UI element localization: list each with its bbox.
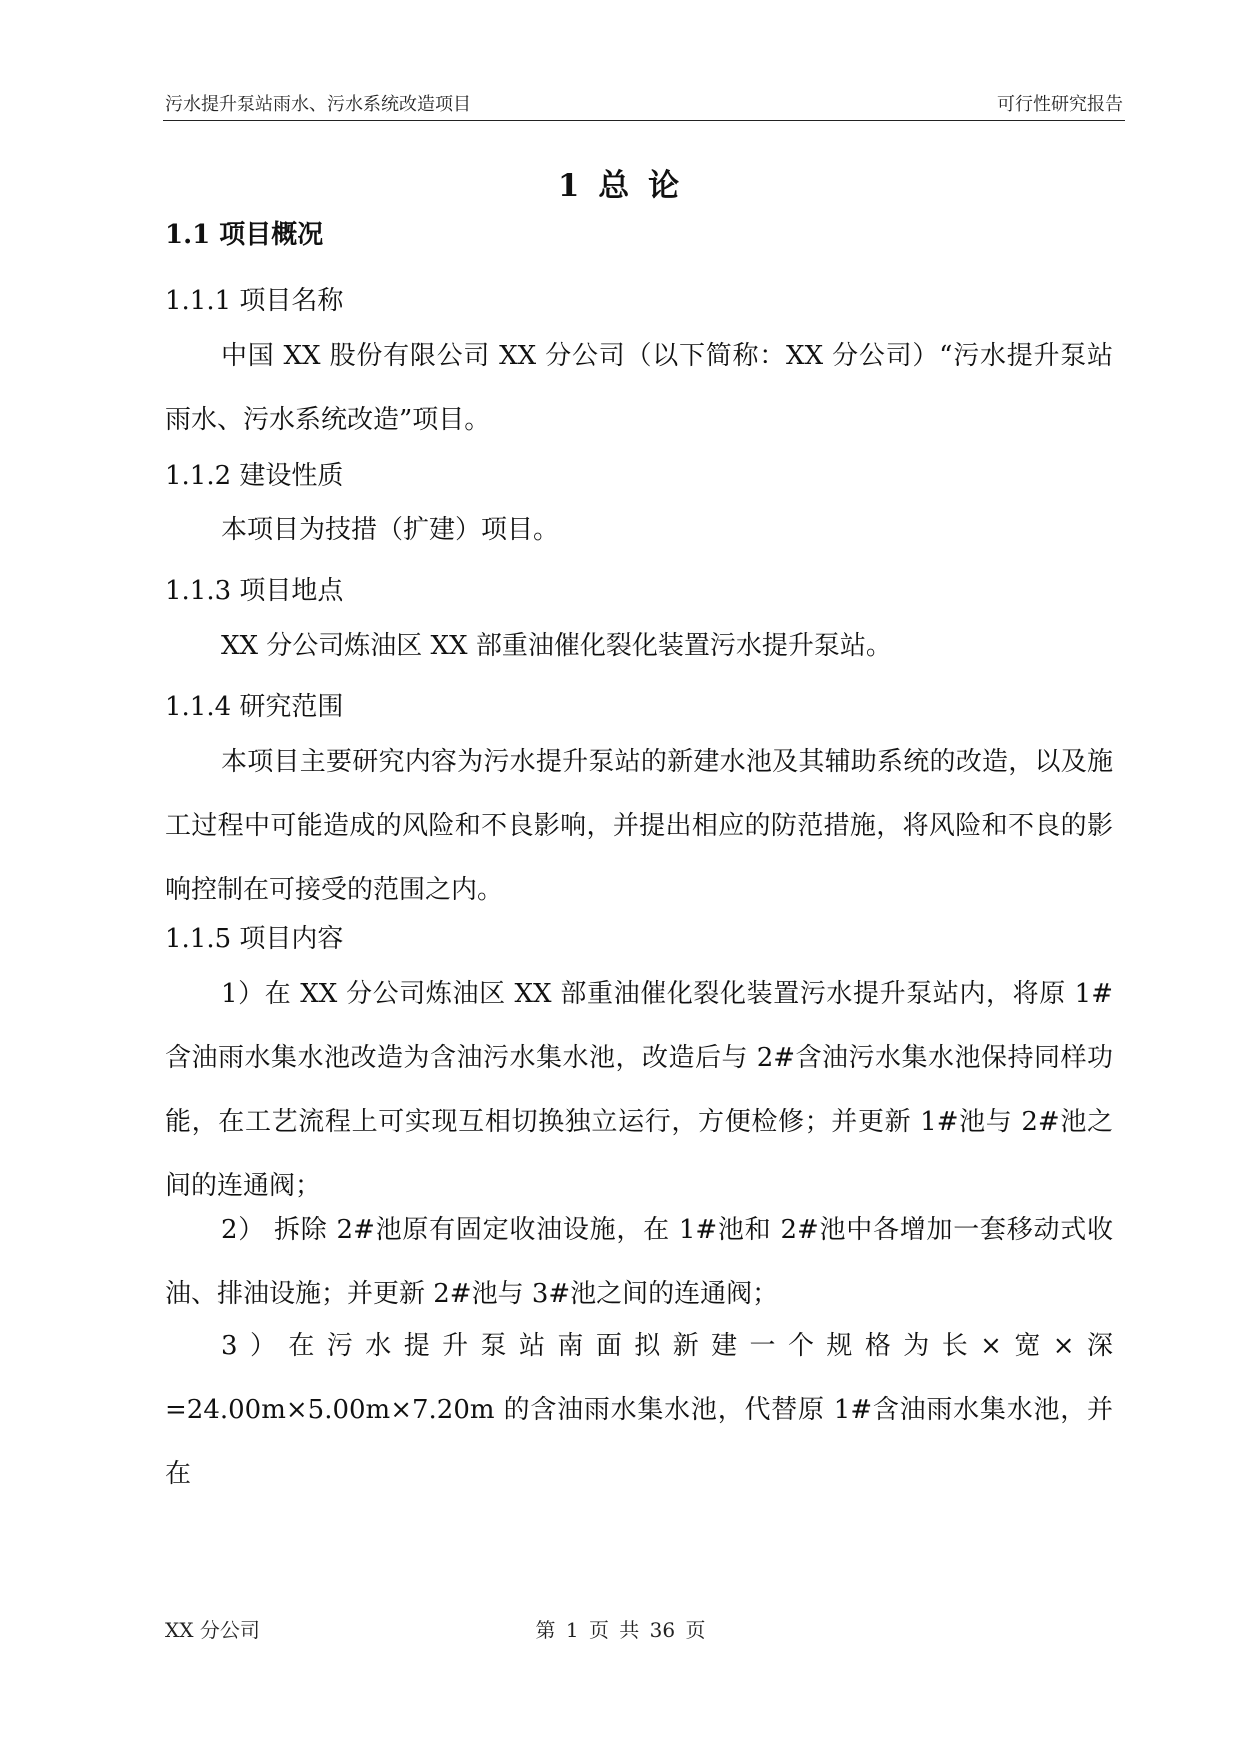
- section-heading-1-1: 1.1 项目概况: [165, 220, 324, 250]
- header-report-type: 可行性研究报告: [997, 94, 1123, 115]
- header-project-title: 污水提升泵站雨水、污水系统改造项目: [165, 94, 471, 115]
- paragraph-content-item-1: 1）在 XX 分公司炼油区 XX 部重油催化裂化装置污水提升泵站内，将原 1#含油雨水集水池改造为含油污水集水池，改造后与 2#含油污水集水池保持同样功能，在工艺流程上可实现互相切换独立运行，方便检修；并更新 1#池与 2#池之间的连通阀；: [165, 979, 1113, 1201]
- paragraph-content-item-3: 3）在污水提升泵站南面拟新建一个规格为长×宽×深=24.00m×5.00m×7.20m 的含油雨水集水池，代替原 1#含油雨水集水池，并在: [165, 1331, 1113, 1489]
- subsection-heading-1-1-3: 1.1.3 项目地点: [165, 576, 344, 606]
- paragraph-project-name: 中国 XX 股份有限公司 XX 分公司（以下简称：XX 分公司）“污水提升泵站雨水、污水系统改造”项目。: [165, 341, 1113, 435]
- subsection-heading-1-1-5: 1.1.5 项目内容: [165, 924, 344, 954]
- footer-page-number: 第 1 页 共 36 页: [535, 1618, 706, 1642]
- page-header: [163, 84, 1125, 121]
- paragraph-project-location: XX 分公司炼油区 XX 部重油催化裂化装置污水提升泵站。: [221, 631, 892, 661]
- paragraph-construction-nature: 本项目为技措（扩建）项目。: [221, 515, 560, 545]
- footer-company: XX 分公司: [165, 1618, 260, 1642]
- subsection-heading-1-1-4: 1.1.4 研究范围: [165, 692, 344, 722]
- subsection-heading-1-1-1: 1.1.1 项目名称: [165, 286, 344, 316]
- paragraph-research-scope: 本项目主要研究内容为污水提升泵站的新建水池及其辅助系统的改造，以及施工过程中可能造成的风险和不良影响，并提出相应的防范措施，将风险和不良的影响控制在可接受的范围之内。: [165, 747, 1113, 905]
- paragraph-content-item-2: 2） 拆除 2#池原有固定收油设施，在 1#池和 2#池中各增加一套移动式收油、排油设施；并更新 2#池与 3#池之间的连通阀；: [165, 1215, 1113, 1309]
- subsection-heading-1-1-2: 1.1.2 建设性质: [165, 461, 344, 491]
- chapter-title: 1 总 论: [557, 168, 684, 204]
